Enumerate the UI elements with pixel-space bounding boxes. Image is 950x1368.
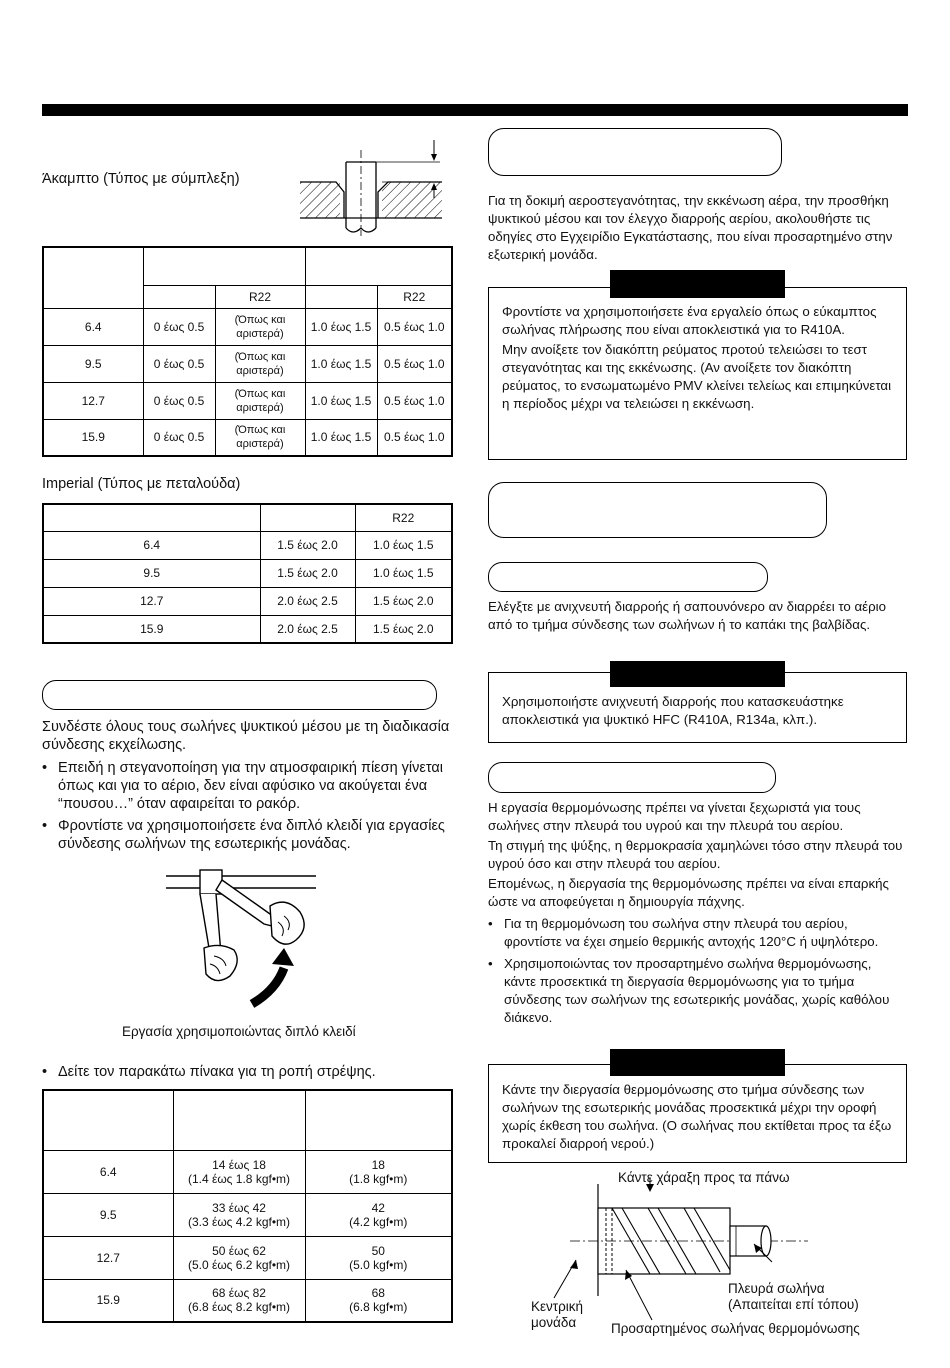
table-cell: 42 (4.2 kgf•m)	[305, 1193, 452, 1236]
airtight-text: Για τη δοκιμή αεροστεγανότητας, την εκκένωση αέρα, την προσθήκη ψυκτικού μέσου και τον έλεγχο διαρροής αερίου, ακολουθήστε τις οδηγίες στο Εγχειρίδιο Εγκατάστασης, που είναι προσαρτημένο στην εξωτερική μονάδα.	[488, 193, 893, 262]
torque-table	[42, 1089, 453, 1323]
flare-section-figure	[298, 136, 446, 240]
figure-label-pipe: Πλευρά σωλήνα (Απαιτείται επί τόπου)	[728, 1281, 859, 1312]
table-cell: (Όπως και αριστερά)	[215, 419, 305, 456]
table-row	[43, 1236, 452, 1279]
section-heading-frame	[42, 680, 437, 710]
double-wrench-figure	[160, 866, 320, 1016]
table-cell: 1.5 έως 2.0	[260, 559, 355, 587]
table-cell: 9.5	[43, 1193, 173, 1236]
table-cell: 12.7	[43, 1236, 173, 1279]
table-row	[43, 308, 452, 345]
caution-text: Χρησιμοποιήστε ανιχνευτή διαρροής που κατασκευάστηκε αποκλειστικά για ψυκτικό HFC (R410A, R134a, κλπ.).	[502, 694, 844, 727]
section-heading-frame	[488, 128, 782, 176]
figure-label-tube: Προσαρτημένος σωλήνας θερμομόνωσης	[611, 1321, 860, 1336]
list-item: • Επειδή η στεγανοποίηση για την ατμοσφαιρική πίεση γίνεται όπως και για το αέριο, δεν είναι αφύσικο να ακούγεται ένα “πουσου…” όταν αφαιρείται το ρακόρ.	[42, 759, 454, 813]
table-cell: 9.5	[43, 559, 260, 587]
table-cell: 14 έως 18 (1.4 έως 1.8 kgf•m)	[173, 1150, 305, 1193]
table-cell: 2.0 έως 2.5	[260, 587, 355, 615]
table-cell: 18 (1.8 kgf•m)	[305, 1150, 452, 1193]
table-cell: 6.4	[43, 308, 143, 345]
table-header-cell	[260, 504, 355, 531]
table-cell: 15.9	[43, 419, 143, 456]
table-cell: 33 έως 42 (3.3 έως 4.2 kgf•m)	[173, 1193, 305, 1236]
table-row	[43, 1150, 452, 1193]
table-cell: 0 έως 0.5	[143, 308, 215, 345]
table-cell: 0.5 έως 1.0	[377, 345, 452, 382]
table-row	[43, 382, 452, 419]
figure-label-top: Κάντε χάραξη προς τα πάνω	[618, 1170, 790, 1185]
table-row	[43, 587, 452, 615]
table-cell: 1.5 έως 2.0	[355, 615, 452, 643]
table-cell: 68 (6.8 kgf•m)	[305, 1279, 452, 1322]
section-heading-frame	[488, 562, 768, 592]
leak-check-text: Ελέγξτε με ανιχνευτή διαρροής ή σαπουνόνερο αν διαρρέει το αέριο από το τμήμα σύνδεσης των σωλήνων ή το καπάκι της βαλβίδας.	[488, 599, 887, 632]
table-cell: (Όπως και αριστερά)	[215, 382, 305, 419]
table-row	[43, 1279, 452, 1322]
table-cell: 1.0 έως 1.5	[355, 531, 452, 559]
table-cell: 6.4	[43, 531, 260, 559]
table-cell: 2.0 έως 2.5	[260, 615, 355, 643]
table-cell: 1.0 έως 1.5	[305, 308, 377, 345]
table-row	[43, 345, 452, 382]
caution-tab	[610, 1049, 785, 1076]
table-cell: 15.9	[43, 615, 260, 643]
section-heading-frame	[488, 482, 827, 538]
table-row	[43, 615, 452, 643]
table-cell: 1.5 έως 2.0	[260, 531, 355, 559]
table-row	[43, 559, 452, 587]
table-header-cell: R22	[355, 504, 452, 531]
list-item: • Δείτε τον παρακάτω πίνακα για τη ροπή στρέψης.	[42, 1063, 454, 1081]
caution-tab	[610, 661, 785, 687]
flare-dimension-table	[42, 246, 453, 457]
caution-text: Κάντε την διεργασία θερμομόνωσης στο τμήμα σύνδεσης των σωλήνων της εσωτερικής μονάδας προσεκτικά μέχρι την οροφή χωρίς έκθεση του σωλήνα. (Ο σωλήνας που εκτίθεται προς τα έξω προκαλεί διαρροή νερού.)	[502, 1082, 892, 1151]
table-cell: 1.0 έως 1.5	[305, 419, 377, 456]
connect-intro: Συνδέστε όλους τους σωλήνες ψυκτικού μέσου με τη διαδικασία σύνδεσης εκχείλωσης.	[42, 719, 450, 753]
table-cell: 1.0 έως 1.5	[355, 559, 452, 587]
table-header-cell	[43, 504, 260, 531]
insulation-bullet-list	[488, 915, 906, 1031]
table-cell: 50 (5.0 kgf•m)	[305, 1236, 452, 1279]
table-cell: 12.7	[43, 382, 143, 419]
table-row	[43, 1193, 452, 1236]
figure-leader-lines	[540, 1240, 800, 1330]
table-header-cell: R22	[215, 285, 305, 308]
table-cell: 0.5 έως 1.0	[377, 308, 452, 345]
table-cell: 1.0 έως 1.5	[305, 382, 377, 419]
table-cell: 1.5 έως 2.0	[355, 587, 452, 615]
table-cell: 0 έως 0.5	[143, 419, 215, 456]
figure-label-unit: Κεντρική μονάδα	[531, 1299, 584, 1330]
table-cell: 9.5	[43, 345, 143, 382]
table-cell: 0.5 έως 1.0	[377, 419, 452, 456]
table-row	[43, 419, 452, 456]
caution-text: Φροντίστε να χρησιμοποιήσετε ένα εργαλείο όπως ο εύκαμπτος σωλήνας πλήρωσης που είναι αποκλειστικά για το R410A. Μην ανοίξετε τον διακόπτη ρεύματος προτού τελειώσει το τεστ στεγανότητας και της εκκένωσης. (Αν ανοίξετε τον διακόπτη ρεύματος, το ενσωματωμένο PMV κλείνει τελείως και επιμηκύνεται η περίοδος μέχρι να τελειώσει η εκκένωση.	[502, 304, 892, 411]
imperial-label: Imperial (Τύπος με πεταλούδα)	[42, 476, 241, 492]
table-cell: (Όπως και αριστερά)	[215, 308, 305, 345]
section-heading-frame	[488, 762, 776, 793]
list-item: • Φροντίστε να χρησιμοποιήσετε ένα διπλό κλειδί για εργασίες σύνδεσης σωλήνων της εσωτερικής μονάδας.	[42, 817, 454, 853]
table-row	[43, 531, 452, 559]
table-cell: 6.4	[43, 1150, 173, 1193]
list-item: • Για τη θερμομόνωση του σωλήνα στην πλευρά του αερίου, φροντίστε να έχει σημείο θερμικής αντοχής 120°C ή υψηλότερο.	[488, 915, 906, 951]
connect-bullet-list	[42, 759, 454, 857]
header-bar	[42, 104, 908, 116]
table-header-cell: R22	[377, 285, 452, 308]
table-cell: 50 έως 62 (5.0 έως 6.2 kgf•m)	[173, 1236, 305, 1279]
table-cell: 12.7	[43, 587, 260, 615]
table-cell: (Όπως και αριστερά)	[215, 345, 305, 382]
list-item: • Χρησιμοποιώντας τον προσαρτημένο σωλήνα θερμομόνωσης, κάντε προσεκτικά τη διεργασία θερμομόνωσης για το τμήμα σύνδεσης των σωλήνων της εσωτερικής μονάδας, χωρίς καθόλου διάκενο.	[488, 955, 906, 1027]
table-cell: 0.5 έως 1.0	[377, 382, 452, 419]
wrench-caption: Εργασία χρησιμοποιώντας διπλό κλειδί	[122, 1024, 356, 1039]
flare-nonbend-label: Άκαμπτο (Τύπος με σύμπλεξη)	[42, 171, 240, 187]
table-cell: 68 έως 82 (6.8 έως 8.2 kgf•m)	[173, 1279, 305, 1322]
insulation-text: Η εργασία θερμομόνωσης πρέπει να γίνεται ξεχωριστά για τους σωλήνες στην πλευρά του υγρού και την πλευρά του αερίου. Τη στιγμή της ψύξης, η θερμοκρασία χαμηλώνει τόσο στην πλευρά του υγρού όσο και στην πλευρά του αερίου. Επομένως, η διεργασία της θερμομόνωσης πρέπει να είναι επαρκής ώστε να αποφεύγεται η δημιουργία πάχνης.	[488, 800, 903, 909]
table-cell: 0 έως 0.5	[143, 382, 215, 419]
caution-tab	[610, 270, 785, 298]
table-cell: 15.9	[43, 1279, 173, 1322]
table-cell: 1.0 έως 1.5	[305, 345, 377, 382]
imperial-table	[42, 503, 453, 644]
torque-bullet-list	[42, 1063, 454, 1085]
table-cell: 0 έως 0.5	[143, 345, 215, 382]
